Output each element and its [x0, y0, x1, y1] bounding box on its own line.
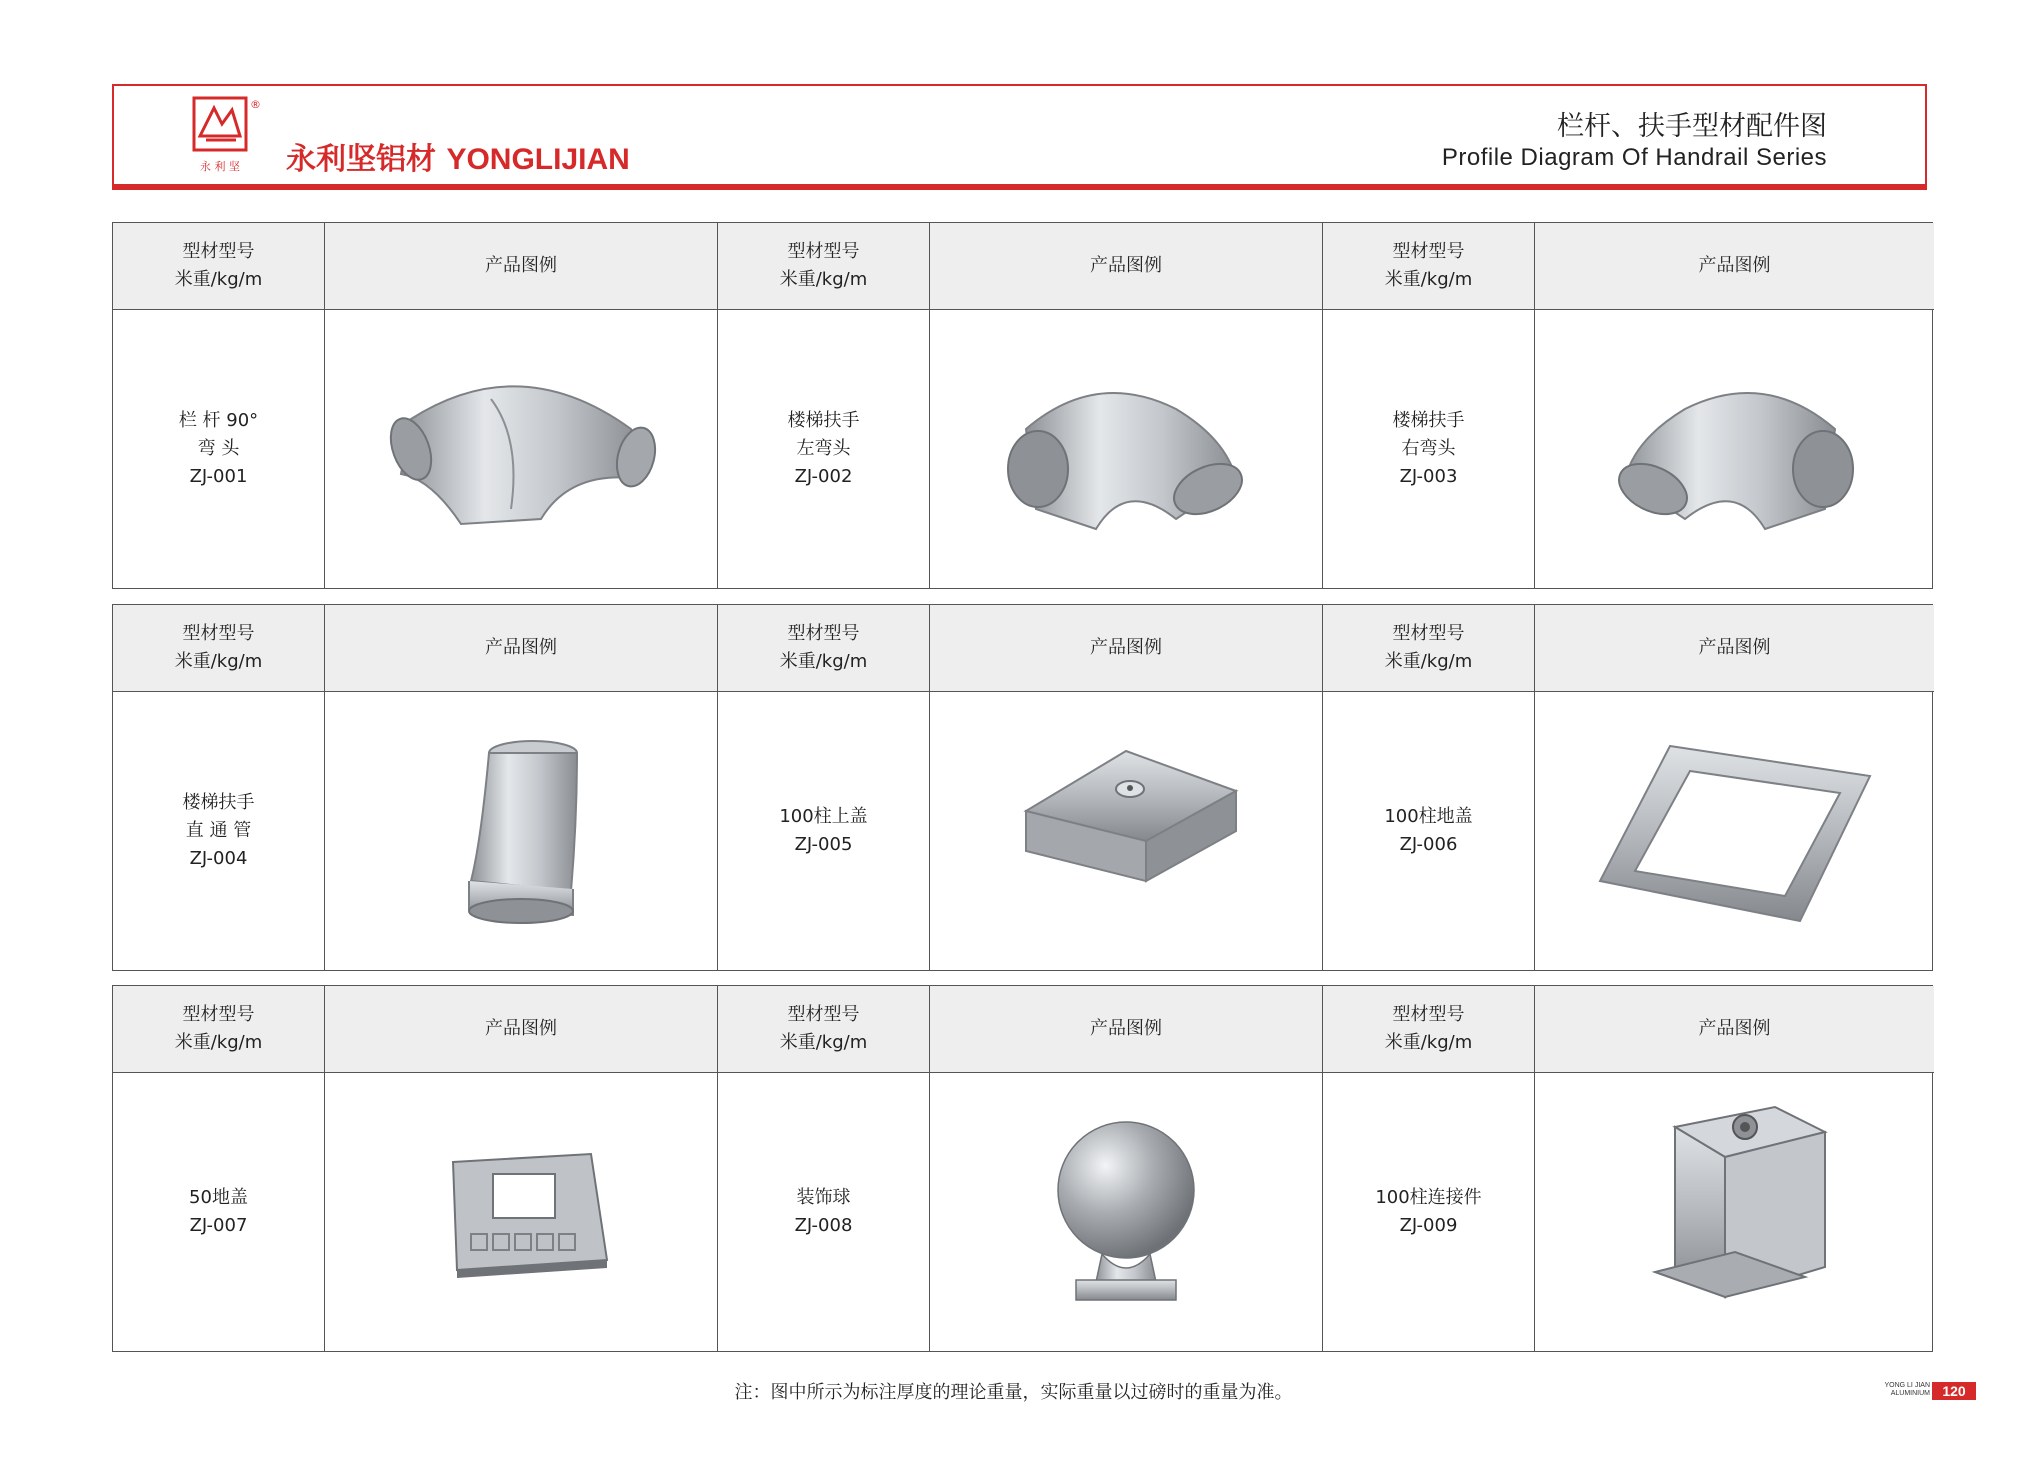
logo-chars: 永 利 坚 [200, 160, 240, 173]
product-table-row-2 [112, 604, 1933, 971]
col-header-model [1323, 605, 1535, 692]
page-brand-small [1876, 1382, 1930, 1398]
col-header-model [718, 223, 930, 310]
decorative-ball-icon [1046, 1112, 1206, 1312]
right-elbow-icon [1585, 359, 1885, 539]
col-header-weight-label: 米重/kg/m [1384, 651, 1473, 672]
col-header-model-label: 型材型号 [787, 623, 860, 644]
col-header-model [1323, 223, 1535, 310]
col-header-weight-label: 米重/kg/m [779, 269, 868, 290]
page-title-en: Profile Diagram Of Handrail Series [1441, 144, 1827, 171]
product-name: 楼梯扶手 右弯头 ZJ-003 [1323, 310, 1535, 588]
elbow-90-icon [371, 359, 671, 539]
col-header-picture: 产品图例 [930, 986, 1323, 1073]
product-picture [1535, 310, 1934, 588]
col-header-weight-label: 米重/kg/m [174, 269, 263, 290]
product-name: 50地盖 ZJ-007 [113, 1073, 325, 1351]
product-name: 栏 杆 90° 弯 头 ZJ-001 [113, 310, 325, 588]
product-name: 100柱地盖 ZJ-006 [1323, 692, 1535, 970]
col-header-picture: 产品图例 [930, 223, 1323, 310]
product-table-row-3 [112, 985, 1933, 1352]
product-name: 楼梯扶手 左弯头 ZJ-002 [718, 310, 930, 588]
col-header-model [113, 605, 325, 692]
col-header-weight-label: 米重/kg/m [779, 651, 868, 672]
col-header-model [1323, 986, 1535, 1073]
brand-name [286, 134, 630, 178]
left-elbow-icon [976, 359, 1276, 539]
product-name: 装饰球 ZJ-008 [718, 1073, 930, 1351]
post-cap-icon [1006, 731, 1246, 931]
col-header-model [113, 986, 325, 1073]
col-header-model-label: 型材型号 [182, 623, 255, 644]
product-picture [930, 1073, 1323, 1351]
col-header-model [718, 605, 930, 692]
col-header-picture: 产品图例 [325, 605, 718, 692]
page-brand-line2: ALUMINIUM [1890, 1390, 1930, 1397]
product-name: 楼梯扶手 直 通 管 ZJ-004 [113, 692, 325, 970]
col-header-model-label: 型材型号 [1392, 1004, 1465, 1025]
col-header-model-label: 型材型号 [1392, 241, 1465, 262]
page-title-cn: 栏杆、扶手型材配件图 [1557, 111, 1827, 142]
col-header-weight-label: 米重/kg/m [1384, 269, 1473, 290]
col-header-picture: 产品图例 [1535, 605, 1934, 692]
col-header-weight-label: 米重/kg/m [174, 1032, 263, 1053]
brand-logo [192, 96, 261, 174]
col-header-picture: 产品图例 [1535, 223, 1934, 310]
brand-name-cn: 永利坚铝材 [286, 142, 436, 177]
col-header-model-label: 型材型号 [182, 241, 255, 262]
col-header-model-label: 型材型号 [787, 1004, 860, 1025]
post-base-cover-icon [1590, 731, 1880, 931]
product-table-row-1 [112, 222, 1933, 589]
product-name: 100柱连接件 ZJ-009 [1323, 1073, 1535, 1351]
col-header-model [718, 986, 930, 1073]
page-number-block [1876, 1382, 1976, 1400]
product-picture [325, 692, 718, 970]
col-header-weight-label: 米重/kg/m [174, 651, 263, 672]
brand-name-en: YONGLIJIAN [446, 143, 630, 176]
page-brand-line1: YONG LI JIAN [1884, 1382, 1930, 1389]
col-header-weight-label: 米重/kg/m [1384, 1032, 1473, 1053]
col-header-picture: 产品图例 [930, 605, 1323, 692]
registered-mark: ® [250, 98, 261, 111]
product-name: 100柱上盖 ZJ-005 [718, 692, 930, 970]
col-header-picture: 产品图例 [1535, 986, 1934, 1073]
product-picture [930, 692, 1323, 970]
page-number: 120 [1932, 1382, 1976, 1400]
base-cover-50-icon [431, 1142, 611, 1282]
straight-connector-icon [441, 731, 601, 931]
post-connector-icon [1635, 1097, 1835, 1327]
col-header-model-label: 型材型号 [182, 1004, 255, 1025]
col-header-picture: 产品图例 [325, 986, 718, 1073]
product-picture [325, 310, 718, 588]
col-header-model-label: 型材型号 [787, 241, 860, 262]
product-picture [325, 1073, 718, 1351]
col-header-weight-label: 米重/kg/m [779, 1032, 868, 1053]
product-picture [1535, 692, 1934, 970]
page-header [112, 84, 1927, 190]
col-header-picture: 产品图例 [325, 223, 718, 310]
product-picture [1535, 1073, 1934, 1351]
col-header-model [113, 223, 325, 310]
footnote: 注：图中所示为标注厚度的理论重量，实际重量以过磅时的重量为准。 [734, 1382, 1293, 1403]
product-picture [930, 310, 1323, 588]
col-header-model-label: 型材型号 [1392, 623, 1465, 644]
